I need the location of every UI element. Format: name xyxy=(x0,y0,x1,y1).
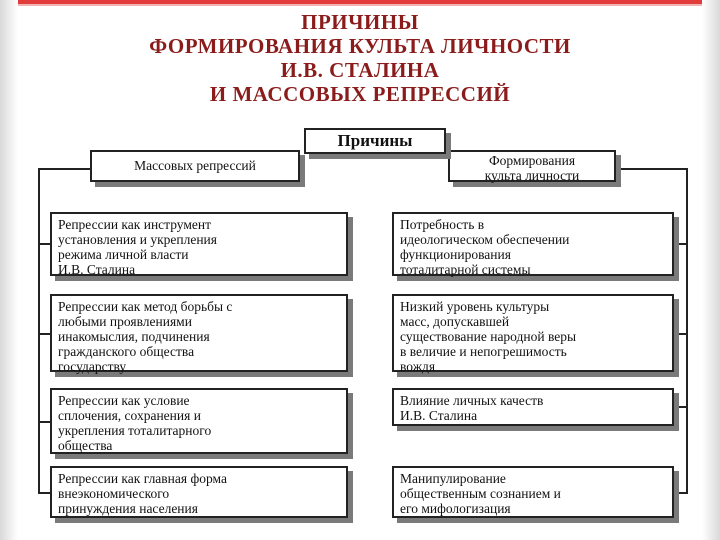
item-line: любыми проявлениями xyxy=(58,314,192,329)
item-line: общественным сознанием и xyxy=(400,486,561,501)
item-line: его мифологизация xyxy=(400,501,511,516)
title-line: ПРИЧИНЫ xyxy=(301,10,419,34)
left-item-2 xyxy=(50,294,348,372)
item-line: установления и укрепления xyxy=(58,232,217,247)
left-item-4 xyxy=(50,466,348,518)
item-line: инакомыслия, подчинения xyxy=(58,329,210,344)
item-line: Низкий уровень культуры xyxy=(400,299,550,314)
item-line: существование народной веры xyxy=(400,329,577,344)
right-header-box xyxy=(448,150,616,182)
slide-left-edge xyxy=(0,0,18,540)
item-line: И.В. Сталина xyxy=(58,262,136,277)
item-line: режима личной власти xyxy=(58,247,189,262)
root-box xyxy=(304,128,446,154)
item-line: общества xyxy=(58,438,113,453)
connector-right-item-1 xyxy=(674,243,688,245)
item-line: Репрессии как главная форма xyxy=(58,471,227,486)
item-line: Влияние личных качеств xyxy=(400,393,544,408)
connector-left-item-2 xyxy=(38,333,50,335)
connector-left-top xyxy=(38,168,90,170)
item-line: укрепления тоталитарного xyxy=(58,423,212,438)
connector-right-trunk xyxy=(686,168,688,494)
connector-right-item-3 xyxy=(674,406,688,408)
item-line: масс, допускавшей xyxy=(400,314,510,329)
item-line: Репрессии как инструмент xyxy=(58,217,212,232)
item-line: Репрессии как метод борьбы с xyxy=(58,299,233,314)
item-line: функционирования xyxy=(400,247,511,262)
connector-left-trunk xyxy=(38,168,40,494)
item-line: идеологическом обеспечении xyxy=(400,232,570,247)
right-header-label: Формирования xyxy=(488,153,576,168)
left-item-3 xyxy=(50,388,348,454)
title-line: И МАССОВЫХ РЕПРЕССИЙ xyxy=(209,82,511,106)
right-item-2 xyxy=(392,294,674,372)
connector-right-top xyxy=(616,168,688,170)
connector-right-item-4 xyxy=(674,492,688,494)
connector-right-item-2 xyxy=(674,333,688,335)
slide-right-edge xyxy=(702,0,720,540)
item-line: государству xyxy=(58,359,127,374)
item-line: вождя xyxy=(400,359,436,374)
right-item-4 xyxy=(392,466,674,518)
left-header-label: Массовых репрессий xyxy=(134,158,256,173)
left-header-box xyxy=(90,150,300,182)
item-line: гражданского общества xyxy=(58,344,195,359)
item-line: Репрессии как условие xyxy=(58,393,190,408)
slide-top-accent xyxy=(0,4,720,6)
title-line: И.В. СТАЛИНА xyxy=(280,58,440,82)
item-line: принуждения населения xyxy=(58,501,198,516)
page-title xyxy=(60,10,660,106)
connector-left-item-1 xyxy=(38,243,50,245)
item-line: внеэкономического xyxy=(58,486,170,501)
root-label: Причины xyxy=(337,131,413,150)
left-item-1 xyxy=(50,212,348,276)
item-line: в величие и непогрешимость xyxy=(400,344,567,359)
item-line: И.В. Сталина xyxy=(400,408,478,423)
connector-left-item-4 xyxy=(38,492,50,494)
title-line: ФОРМИРОВАНИЯ КУЛЬТА ЛИЧНОСТИ xyxy=(149,34,571,58)
connector-left-item-3 xyxy=(38,421,50,423)
item-line: Манипулирование xyxy=(400,471,506,486)
right-header-label: культа личности xyxy=(484,168,580,183)
item-line: сплочения, сохранения и xyxy=(58,408,201,423)
right-item-3 xyxy=(392,388,674,426)
item-line: тоталитарной системы xyxy=(400,262,531,277)
right-item-1 xyxy=(392,212,674,276)
item-line: Потребность в xyxy=(400,217,485,232)
